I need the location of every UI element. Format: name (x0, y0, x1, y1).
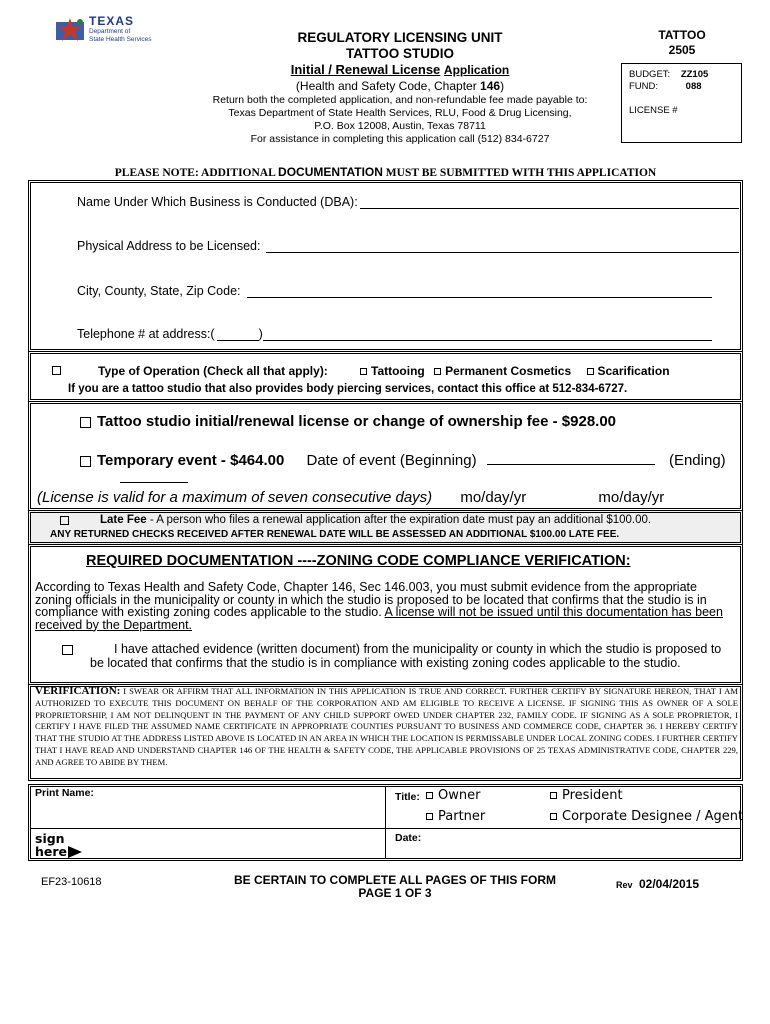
date-input[interactable] (430, 831, 735, 856)
complete-pages-notice: BE CERTAIN TO COMPLETE ALL PAGES OF THIS FORM (233, 873, 556, 887)
budget-label: BUDGET: (629, 69, 671, 80)
dba-input[interactable] (360, 195, 739, 209)
sig-divider-v (385, 787, 386, 858)
phone-row: Telephone # at address:( ) (77, 327, 712, 341)
partner-checkbox[interactable] (426, 813, 433, 820)
signature-input[interactable] (95, 831, 380, 856)
owner-option[interactable]: Owner (426, 788, 480, 803)
unit-title: REGULATORY LICENSING UNIT (297, 30, 503, 45)
temp-fee-checkbox[interactable] (80, 456, 91, 467)
temp-fee-row: Temporary event - $464.00 Date of event (Beginning) (Ending) (80, 449, 735, 469)
license-fee-checkbox[interactable] (80, 417, 91, 428)
return-line-1: Return both the completed application, and non-refundable fee made payable to: (212, 94, 588, 106)
zoning-evidence-checkbox[interactable] (62, 645, 73, 655)
late-fee-text: Late Fee - A person who files a renewal application after the expiration date must pay an additional $100.00. (100, 514, 652, 526)
sign-here-label: sign here (35, 833, 82, 858)
operation-options: Tattooing Permanent Cosmetics Scarification (360, 364, 670, 378)
city-row: City, County, State, Zip Code: (77, 284, 712, 298)
zoning-heading: REQUIRED DOCUMENTATION ----ZONING CODE COMPLIANCE VERIFICATION: (86, 553, 631, 569)
return-line-3: P.O. Box 12008, Austin, Texas 78711 (314, 120, 486, 132)
late-fee-checkbox[interactable] (60, 516, 69, 525)
application-title: Initial / Renewal License Application (290, 62, 510, 77)
area-code-input[interactable] (217, 327, 259, 341)
budget-value: ZZ105 (680, 69, 709, 80)
returned-checks-note: ANY RETURNED CHECKS RECEIVED AFTER RENEWAL DATE WILL BE ASSESSED AN ADDITIONAL $100.00 LATE FEE. (50, 529, 620, 540)
president-checkbox[interactable] (550, 792, 557, 799)
address-input[interactable] (266, 239, 739, 253)
sig-divider-h (31, 828, 740, 829)
dshs-logo (56, 14, 176, 50)
scarification-checkbox[interactable] (587, 368, 594, 375)
title-label: Title: (395, 791, 420, 803)
return-line-4: For assistance in completing this application call (512) 834-6727 (250, 133, 550, 145)
event-end-input[interactable] (120, 470, 188, 483)
print-name-label: Print Name: (35, 787, 94, 799)
please-note: PLEASE NOTE: ADDITIONAL DOCUMENTATION MUST BE SUBMITTED WITH THIS APPLICATION (114, 165, 657, 179)
code-reference: (Health and Safety Code, Chapter 146) (295, 79, 505, 93)
verification-text: VERIFICATION: I SWEAR OR AFFIRM THAT ALL INFORMATION IN THIS APPLICATION IS TRUE AND CORRECT. FURTHER CERTIFY BY SIGNATURE HEREON, THAT I AM AUTHORIZED TO EXECUTE THIS DOCUMENT ON BEHALF OF THE CORPORATION AND AM ELIGIBLE TO RECEIVE A LICENSE. IF SIGNING THIS AS OWNER OF A SOLE PROPRIETORSHIP, I AM NOT DELINQUENT IN THE PAYMENT OF ANY CHILD SUPPORT OWED UNDER CHAPTER 232, FAMILY CODE. IF SIGNING AS A SOLE PROPRIETOR, I CERTIFY I HAVE FILED THE ASSUMED NAME CERTIFICATE IN APPROPRIATE COUNTIES PURSUANT TO BUSINESS AND COMMERCE CODE, CHAPTER 36. I HEREBY CERTIFY THAT THE STUDIO AT THE ADDRESS LISTED ABOVE IS LOCATED IN AN AREA IN WHICH THE LOCATION IS PERMISSABLE UNDER LOCAL ZONING CODES. I FURTHER CERTIFY THAT I HAVE READ AND UNDERSTAND CHAPTER 146 OF THE HEALTH & SAFETY CODE, THE APPLICABLE PROVISIONS OF 25 TEXAS ADMINISTRATIVE CODE, CHAPTER 229, AND AGREE TO ABIDE BY THEM. (35, 685, 738, 767)
zoning-attestation: I have attached evidence (written document) from the municipality or county in which the studio is proposed to be located that confirms that the studio is in compliance with existing zoning codes applicable to the studio. (90, 642, 722, 670)
tattooing-checkbox[interactable] (360, 368, 367, 375)
budget-box (621, 63, 742, 143)
studio-title: TATTOO STUDIO (346, 46, 454, 61)
dba-row: Name Under Which Business is Conducted (DBA): (77, 195, 739, 209)
license-label: LICENSE # (629, 105, 678, 116)
texas-star-icon (56, 16, 86, 46)
owner-checkbox[interactable] (426, 792, 433, 799)
validity-row: (License is valid for a maximum of seven consecutive days) mo/day/yr mo/day/yr (37, 489, 665, 506)
address-row: Physical Address to be Licensed: (77, 239, 739, 253)
permanent-cosmetics-checkbox[interactable] (434, 368, 441, 375)
arrow-right-icon (68, 846, 82, 858)
designee-option[interactable]: Corporate Designee / Agent (550, 809, 743, 824)
revision-date: Rev 02/04/2015 (616, 877, 700, 891)
logo-texas: TEXAS (89, 14, 135, 28)
operation-label: Type of Operation (Check all that apply): (98, 364, 328, 378)
return-line-2: Texas Department of State Health Services, RLU, Food & Drug Licensing, (228, 107, 572, 119)
date-label: Date: (395, 832, 422, 844)
president-option[interactable]: President (550, 788, 623, 803)
license-fee-row: Tattoo studio initial/renewal license or change of ownership fee - $928.00 (80, 413, 616, 430)
partner-option[interactable]: Partner (426, 809, 485, 824)
piercing-note: If you are a tattoo studio that also provides body piercing services, contact this office at 512-834-6727. (68, 383, 628, 395)
logo-dept: Department of (89, 28, 131, 35)
logo-dshs: State Health Services (89, 36, 152, 43)
phone-input[interactable] (263, 327, 712, 341)
print-name-input[interactable] (35, 801, 380, 825)
page-number: PAGE 1 OF 3 (358, 886, 432, 900)
fund-label: FUND: (629, 81, 659, 92)
operation-checkbox[interactable] (52, 366, 61, 375)
form-number: EF23-10618 (41, 876, 102, 888)
zoning-paragraph: According to Texas Health and Safety Code, Chapter 146, Sec 146.003, you must submit evidence from the appropriate zoning officials in the municipality or county in which the studio is proposed to be located that confirms that the studio is in compliance with existing zoning codes applicable to the studio. A license will not be issued until this documentation has been received by the Department. (35, 580, 723, 632)
corner-code: 2505 (668, 43, 696, 57)
designee-checkbox[interactable] (550, 813, 557, 820)
fund-value: 088 (685, 81, 702, 92)
city-input[interactable] (247, 284, 713, 298)
event-begin-input[interactable] (487, 449, 655, 465)
corner-title: TATTOO (658, 28, 706, 42)
